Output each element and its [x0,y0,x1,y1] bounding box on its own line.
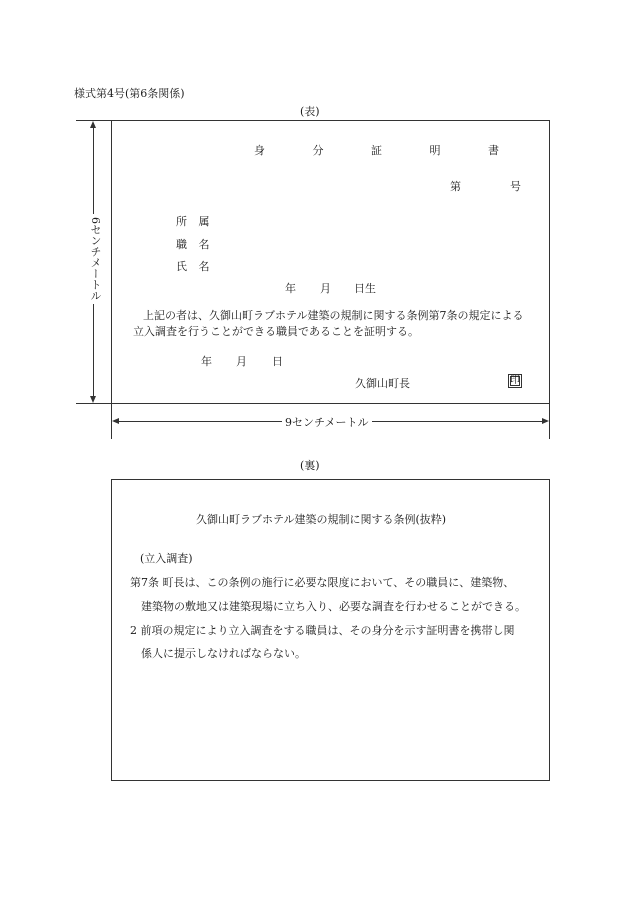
field-position-label: 職 名 [176,238,214,251]
article-7-line-2: 建築物の敷地又は建築現場に立ち入り、必要な調査を行わせることができる。 [141,600,526,613]
height-dimension-label: 6センチメートル [87,214,103,304]
back-title: 久御山町ラブホテル建築の規制に関する条例(抜粋) [196,513,447,526]
issuer-title: 久御山町長 [355,377,410,390]
birth-year: 年 [285,282,296,295]
dim-extension-right [549,403,550,439]
arrow-right-icon [542,418,549,424]
number-go: 号 [510,180,521,193]
seal-stamp-icon [508,374,522,388]
front-side-label: (表) [300,105,320,118]
field-name-label: 氏 名 [176,260,214,273]
dim-extension-bottom [76,403,112,404]
statement-line-1: 上記の者は、久御山町ラブホテル建築の規制に関する条例第7条の規定による [143,309,524,322]
number-dai: 第 [450,180,461,193]
issue-day: 日 [272,355,283,368]
birth-day: 日生 [354,282,376,295]
paragraph-2-line-2: 係人に提示しなければならない。 [141,647,306,660]
article-heading: (立入調査) [140,552,193,565]
form-number-title: 様式第4号(第6条関係) [74,87,185,100]
article-7-line-1: 第7条 町長は、この条例の施行に必要な限度において、その職員に、建築物、 [130,576,515,589]
statement-line-2: 立入調査を行うことができる職員であることを証明する。 [133,325,419,338]
field-affiliation-label: 所 属 [176,215,214,228]
issue-year: 年 [201,355,212,368]
issue-month: 月 [236,355,247,368]
width-dimension-label: 9センチメートル [282,414,372,430]
back-side-label: (裏) [300,459,320,472]
arrow-left-icon [112,418,119,424]
arrow-up-icon [90,121,96,128]
seal-char: 印 [510,375,520,386]
arrow-down-icon [90,396,96,403]
birth-month: 月 [320,282,331,295]
id-card-title: 身 分 証 明 書 [254,144,521,157]
paragraph-2-line-1: 2 前項の規定により立入調査をする職員は、その身分を示す証明書を携帯し関 [130,624,515,637]
